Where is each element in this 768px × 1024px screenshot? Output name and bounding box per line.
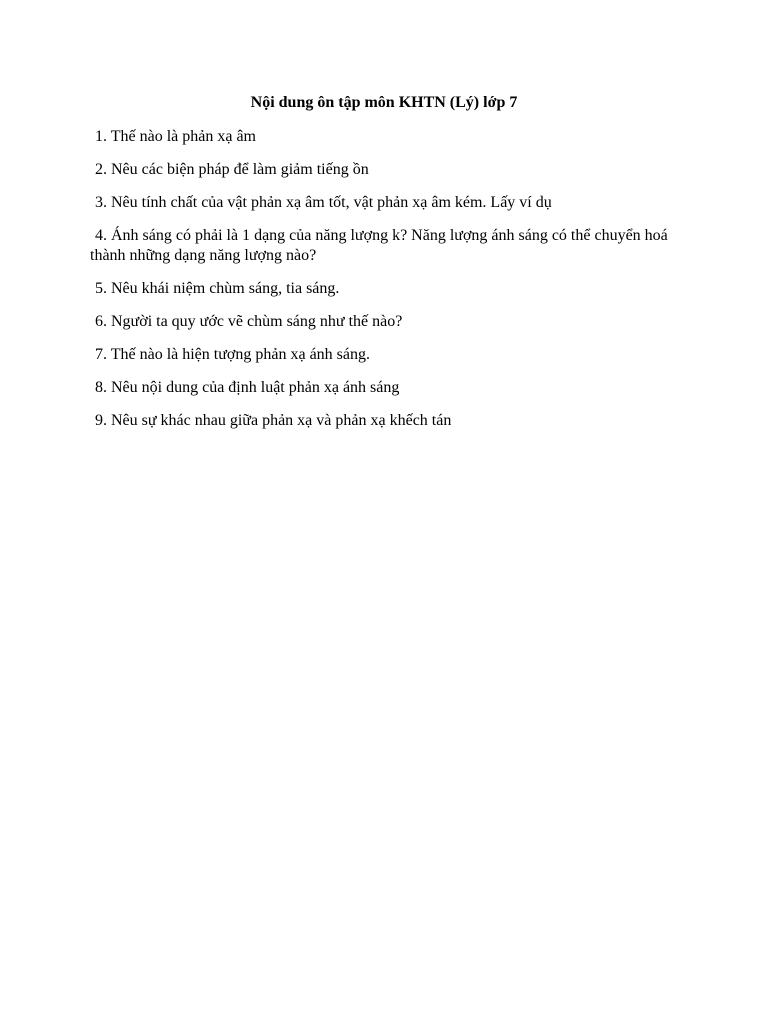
question-item: 4. Ánh sáng có phải là 1 dạng của năng lượng k? Năng lượng ánh sáng có thể chuyển hoá thành những dạng năng lượng nào? — [90, 227, 668, 264]
question-item: 9. Nêu sự khác nhau giữa phản xạ và phản xạ khếch tán — [95, 412, 452, 429]
question-item: 7. Thế nào là hiện tượng phản xạ ánh sáng. — [95, 346, 370, 363]
document-title: Nội dung ôn tập môn KHTN (Lý) lớp 7 — [250, 94, 518, 111]
question-item: 8. Nêu nội dung của định luật phản xạ ánh sáng — [95, 379, 400, 396]
question-list — [90, 127, 670, 444]
question-item: 6. Người ta quy ước vẽ chùm sáng như thế nào? — [95, 313, 403, 330]
question-item: 1. Thế nào là phản xạ âm — [95, 128, 256, 145]
question-item: 2. Nêu các biện pháp để làm giảm tiếng ồn — [95, 161, 369, 178]
question-item: 3. Nêu tính chất của vật phản xạ âm tốt, vật phản xạ âm kém. Lấy ví dụ — [95, 194, 552, 211]
question-item: 5. Nêu khái niệm chùm sáng, tia sáng. — [95, 280, 340, 297]
